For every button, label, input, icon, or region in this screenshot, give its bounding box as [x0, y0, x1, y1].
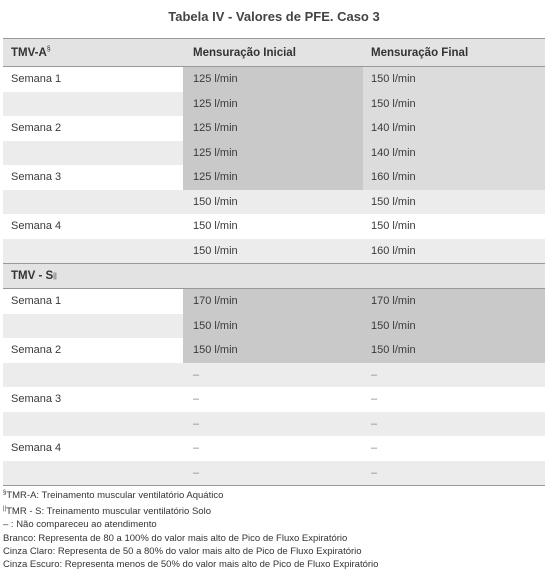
week-label: Semana 3: [11, 171, 62, 184]
header-initial: Mensuração Inicial: [193, 46, 296, 59]
table-row: [3, 67, 545, 92]
final-value: 150 l/min: [371, 195, 416, 208]
group-s-mark: ||: [53, 272, 57, 280]
final-value: –: [371, 417, 378, 430]
final-value: 160 l/min: [371, 244, 416, 257]
footnotes: [3, 487, 545, 572]
week-label: Semana 4: [11, 220, 62, 233]
final-value: 160 l/min: [363, 165, 545, 190]
note-s-text: TMR - S: Treinamento muscular ventilatório Solo: [6, 505, 211, 517]
note-white: Branco: Representa de 80 a 100% do valor mais alto de Pico de Fluxo Expiratório: [3, 532, 348, 544]
final-value: –: [371, 442, 378, 455]
header-group-a-label: TMV-A: [11, 46, 47, 59]
initial-value: 125 l/min: [183, 141, 363, 166]
final-value: 150 l/min: [363, 338, 545, 363]
table-row: [3, 214, 545, 239]
week-label: Semana 2: [11, 344, 62, 357]
initial-value: –: [193, 466, 200, 479]
note-dash: – : Não compareceu ao atendimento: [3, 519, 157, 531]
week-label: Semana 3: [11, 393, 62, 406]
table-row: [3, 141, 545, 166]
week-label: Semana 1: [11, 295, 62, 308]
note-s: [3, 503, 545, 519]
table-row: [3, 461, 545, 486]
table-row: [3, 387, 545, 412]
initial-value: 150 l/min: [193, 244, 238, 257]
note-a-text: TMR-A: Treinamento muscular ventilatório Aquático: [6, 490, 224, 502]
table-row: [3, 165, 545, 190]
group-s-label: TMV - S: [11, 270, 54, 282]
table-row: [3, 116, 545, 141]
initial-value: –: [193, 368, 200, 381]
table-row: [3, 314, 545, 339]
week-label: [3, 412, 183, 437]
note-a-mark: §: [3, 490, 7, 496]
week-label: [3, 141, 183, 166]
final-value: –: [371, 393, 378, 406]
week-label: [3, 190, 183, 215]
note-dark: Cinza Escuro: Representa menos de 50% do valor mais alto de Pico de Fluxo Expiratório: [3, 559, 379, 571]
table-title: Tabela IV - Valores de PFE. Caso 3: [168, 9, 380, 24]
group-a-rows: [3, 67, 545, 263]
final-value: 170 l/min: [363, 289, 545, 314]
table-row: [3, 239, 545, 264]
week-label: [3, 92, 183, 117]
week-label: Semana 4: [11, 442, 62, 455]
pfe-table: [3, 38, 545, 486]
week-label: [3, 461, 183, 486]
week-label: [3, 314, 183, 339]
initial-value: 170 l/min: [183, 289, 363, 314]
table-row: [3, 92, 545, 117]
final-value: –: [371, 368, 378, 381]
week-label: [3, 239, 183, 264]
header-group-a: [3, 46, 183, 59]
table-row: [3, 338, 545, 363]
week-label: Semana 1: [11, 73, 62, 86]
initial-value: 125 l/min: [183, 165, 363, 190]
note-s-mark: ||: [3, 505, 7, 512]
initial-value: 125 l/min: [183, 92, 363, 117]
initial-value: –: [193, 417, 200, 430]
header-final: Mensuração Final: [371, 46, 469, 59]
final-value: 150 l/min: [363, 314, 545, 339]
table-row: [3, 363, 545, 388]
final-value: 140 l/min: [363, 141, 545, 166]
week-label: [3, 363, 183, 388]
final-value: 150 l/min: [371, 220, 416, 233]
initial-value: 125 l/min: [183, 116, 363, 141]
final-value: –: [371, 466, 378, 479]
initial-value: 150 l/min: [193, 195, 238, 208]
final-value: 140 l/min: [363, 116, 545, 141]
initial-value: 150 l/min: [183, 338, 363, 363]
initial-value: –: [193, 442, 200, 455]
table-header: [3, 38, 545, 67]
initial-value: 150 l/min: [183, 314, 363, 339]
header-group-a-mark: §: [46, 46, 51, 54]
table-row: [3, 412, 545, 437]
note-light: Cinza Claro: Representa de 50 a 80% do valor mais alto de Pico de Fluxo Expiratório: [3, 545, 362, 557]
group-s-rows: [3, 289, 545, 485]
initial-value: 150 l/min: [193, 220, 238, 233]
final-value: 150 l/min: [363, 92, 545, 117]
note-a: [3, 487, 545, 503]
table-row: [3, 436, 545, 461]
final-value: 150 l/min: [363, 67, 545, 92]
table-row: [3, 190, 545, 215]
group-s-header: [3, 263, 545, 289]
initial-value: –: [193, 393, 200, 406]
table-row: [3, 289, 545, 314]
initial-value: 125 l/min: [183, 67, 363, 92]
week-label: Semana 2: [11, 122, 62, 135]
